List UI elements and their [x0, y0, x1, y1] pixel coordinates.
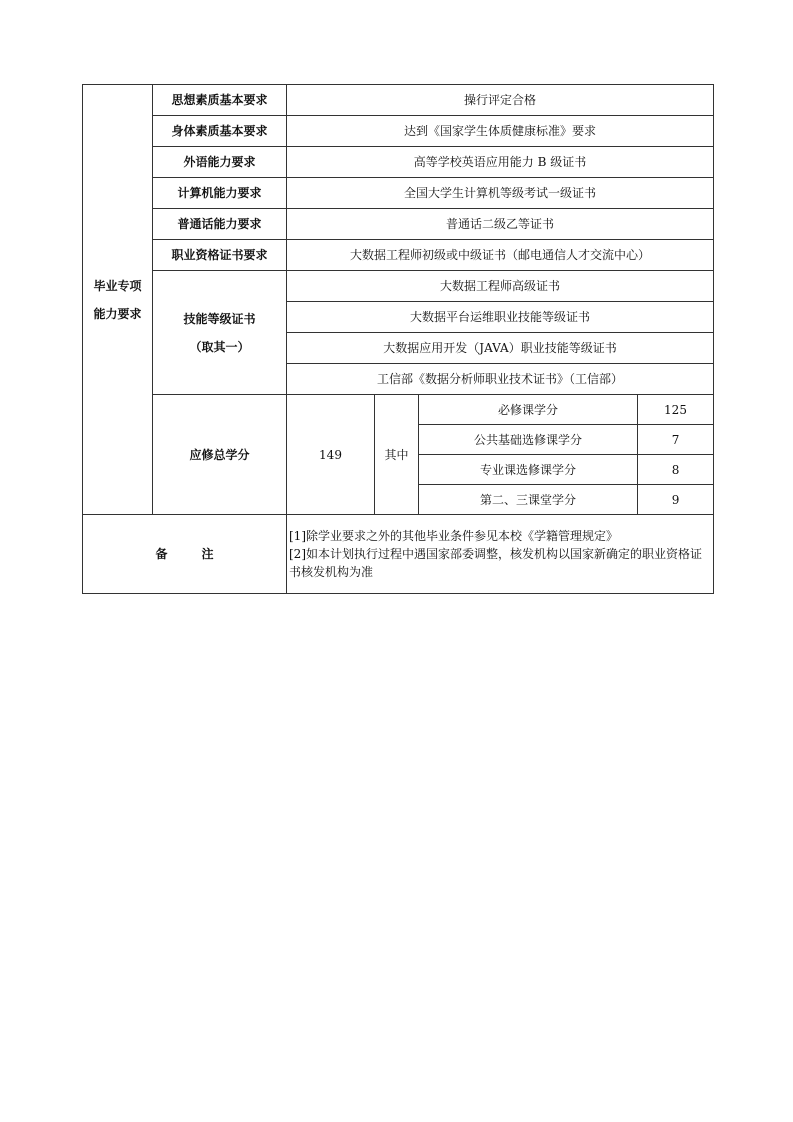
remarks-content: [287, 515, 714, 594]
table-row: [83, 147, 714, 178]
credit-type-name: 公共基础选修课学分: [419, 425, 638, 455]
remark-line: [2]如本计划执行过程中遇国家部委调整，核发机构以国家新确定的职业资格证书核发机构为准: [289, 547, 703, 579]
credits-label: 应修总学分: [153, 395, 287, 515]
table-row: [83, 85, 714, 116]
requirement-label: 身体素质基本要求: [153, 116, 287, 147]
table-row: [83, 116, 714, 147]
requirement-value: 操行评定合格: [287, 85, 714, 116]
remark-line: [1]除学业要求之外的其他毕业条件参见本校《学籍管理规定》: [289, 529, 619, 543]
table-row: [83, 178, 714, 209]
requirement-label: 外语能力要求: [153, 147, 287, 178]
table-row: [83, 271, 714, 302]
requirement-value: 大数据工程师初级或中级证书（邮电通信人才交流中心）: [287, 240, 714, 271]
credit-type-name: 第二、三课堂学分: [419, 485, 638, 515]
requirement-value: 全国大学生计算机等级考试一级证书: [287, 178, 714, 209]
table-row: [83, 209, 714, 240]
requirement-value: 达到《国家学生体质健康标准》要求: [287, 116, 714, 147]
skill-cert-item: 大数据工程师高级证书: [287, 271, 714, 302]
requirement-label: 思想素质基本要求: [153, 85, 287, 116]
credits-total: 149: [287, 395, 375, 515]
requirement-label: 普通话能力要求: [153, 209, 287, 240]
remarks-label: [83, 515, 287, 594]
credit-type-value: 8: [638, 455, 714, 485]
table-row: [83, 240, 714, 271]
requirement-label: 职业资格证书要求: [153, 240, 287, 271]
skill-cert-item: 大数据应用开发（JAVA）职业技能等级证书: [287, 333, 714, 364]
requirement-label: 计算机能力要求: [153, 178, 287, 209]
skills-label: [153, 271, 287, 395]
section-label-line2: 能力要求: [93, 306, 142, 321]
section-label: [83, 85, 153, 515]
credit-type-value: 125: [638, 395, 714, 425]
credit-type-name: 必修课学分: [419, 395, 638, 425]
skill-cert-item: 工信部《数据分析师职业技术证书》（工信部）: [287, 364, 714, 395]
skills-label-line1: 技能等级证书: [183, 311, 256, 326]
table-row: [83, 395, 714, 425]
section-label-line1: 毕业专项: [93, 278, 142, 293]
skill-cert-item: 大数据平台运维职业技能等级证书: [287, 302, 714, 333]
requirement-value: 高等学校英语应用能力 B 级证书: [287, 147, 714, 178]
graduation-requirements-table: [82, 84, 714, 594]
credit-type-name: 专业课选修课学分: [419, 455, 638, 485]
remarks-label-part2: 注: [201, 547, 214, 561]
remarks-label-part1: 备: [155, 547, 168, 561]
credit-type-value: 9: [638, 485, 714, 515]
table-row: [83, 515, 714, 594]
requirement-value: 普通话二级乙等证书: [287, 209, 714, 240]
credit-type-value: 7: [638, 425, 714, 455]
skills-label-line2: （取其一）: [189, 339, 250, 354]
credits-among-label: 其中: [375, 395, 419, 515]
